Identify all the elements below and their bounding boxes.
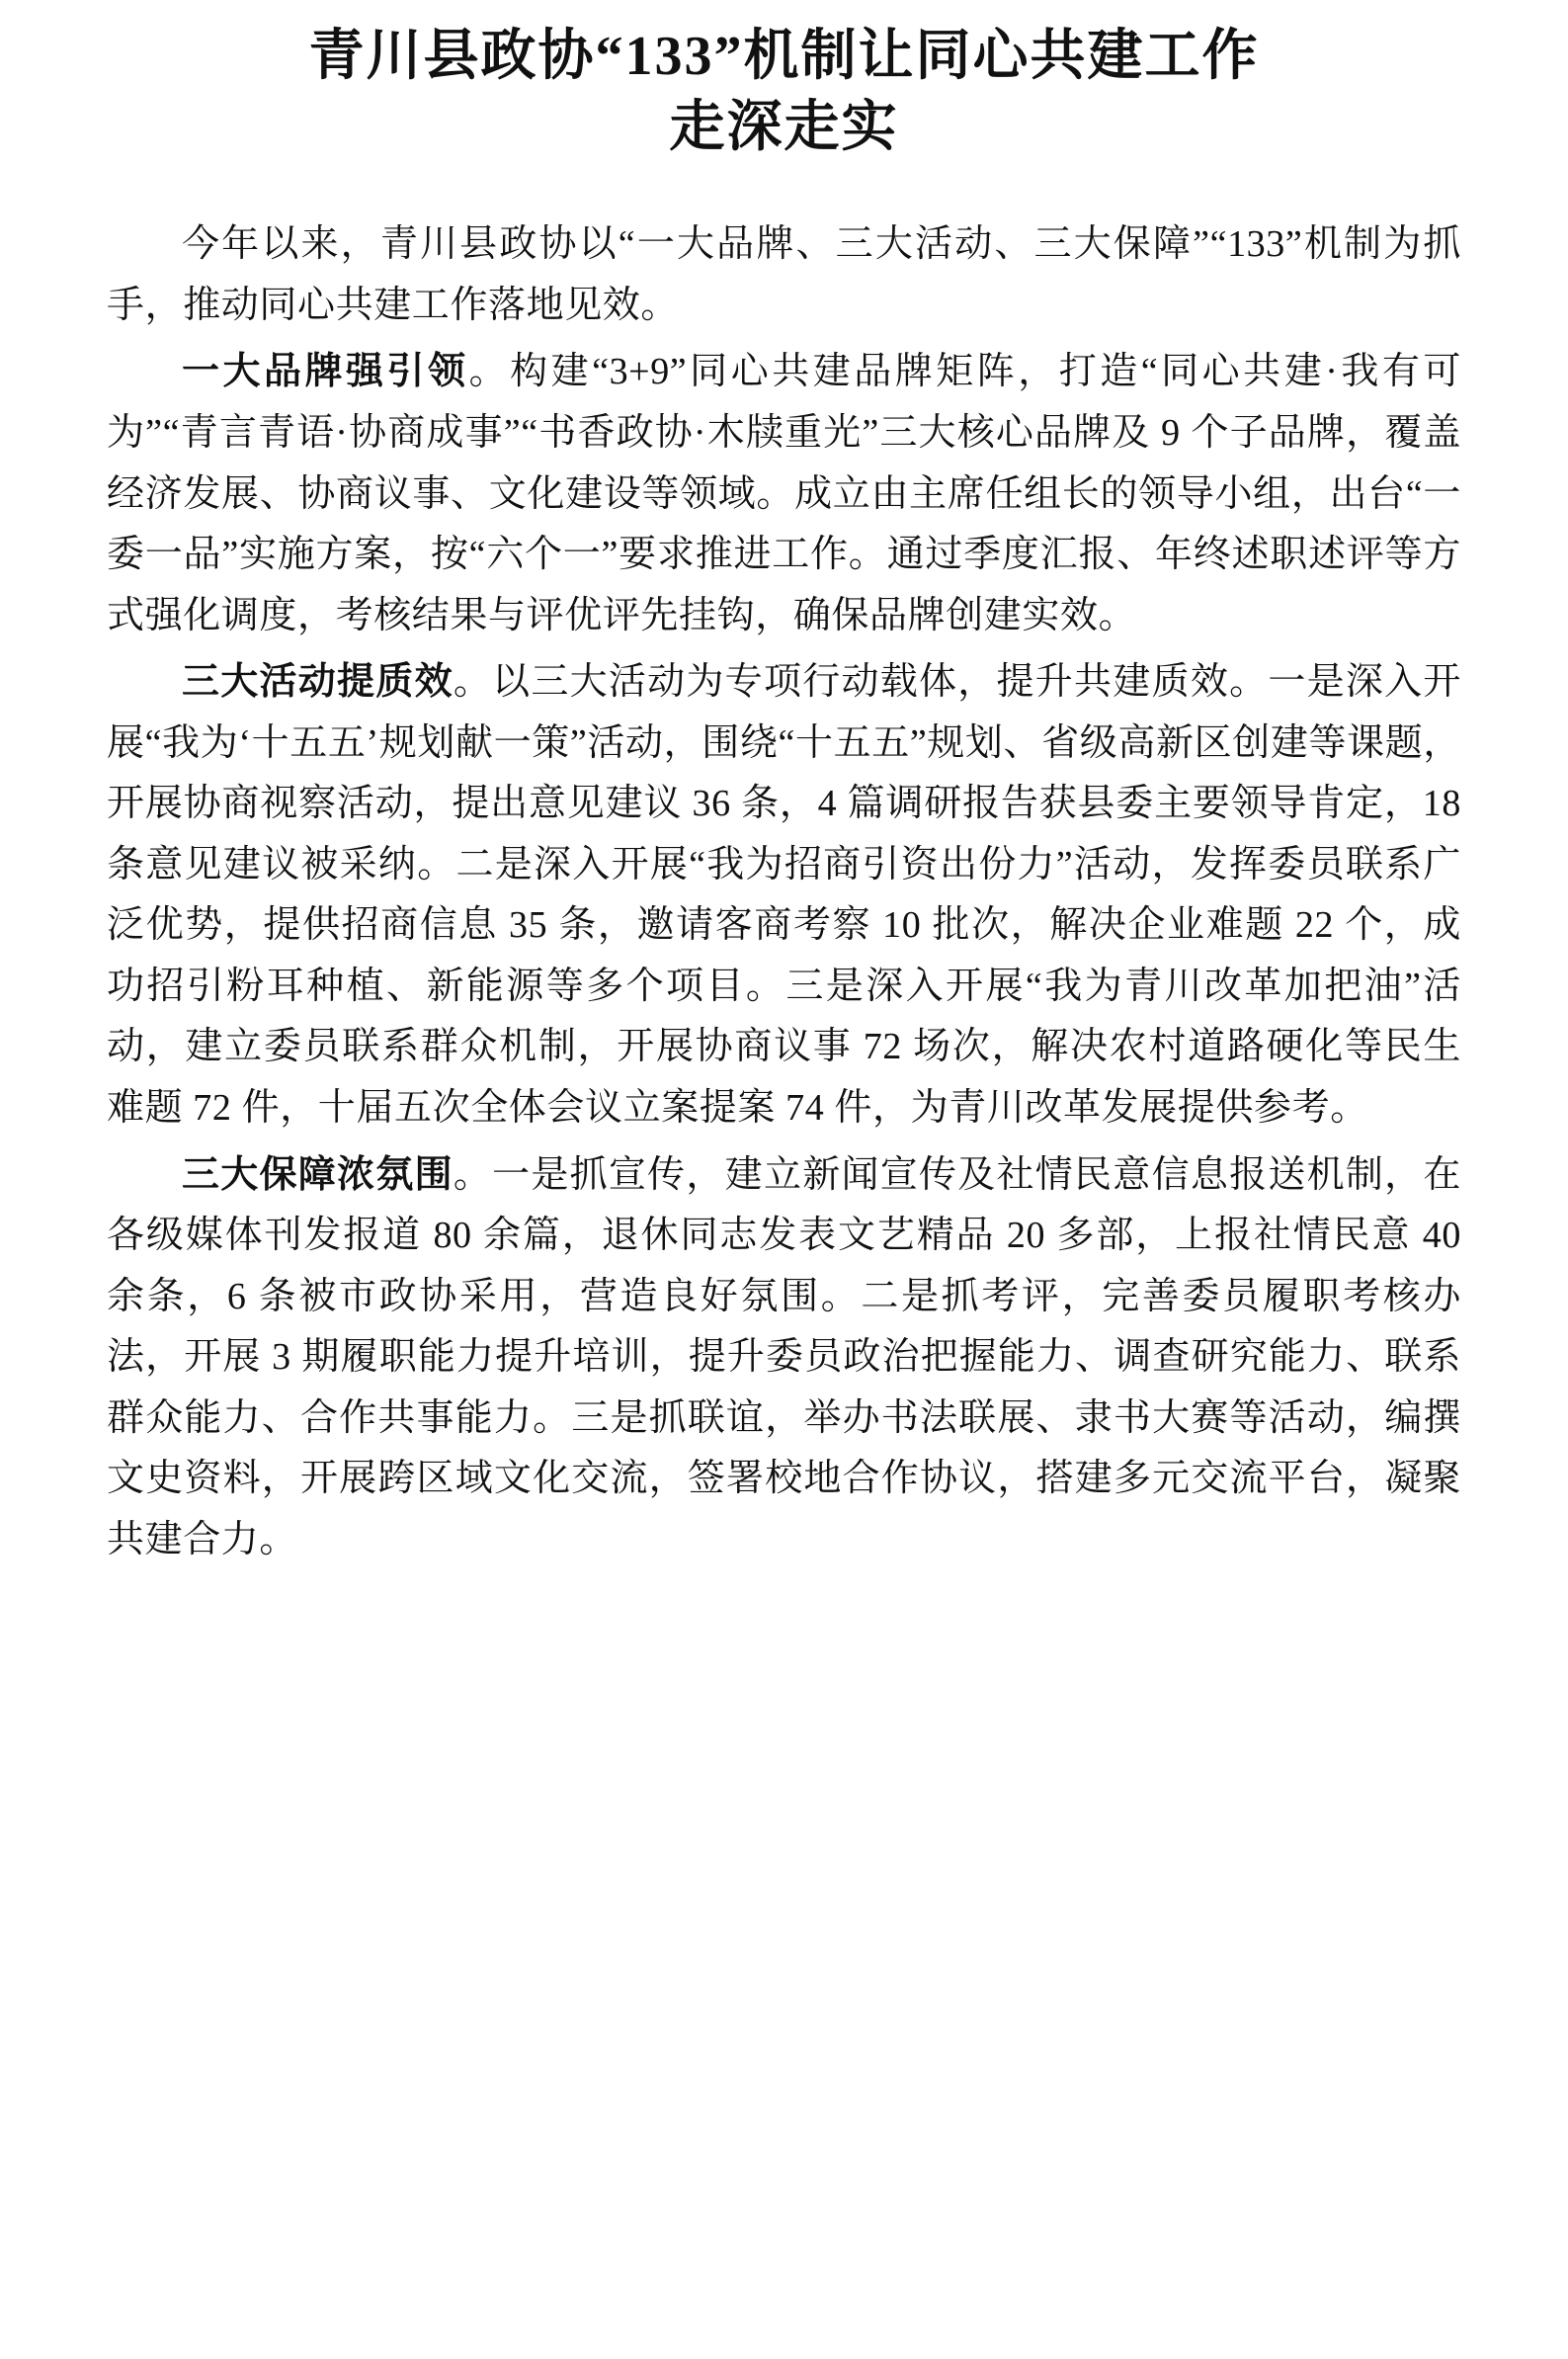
title-line-2: 走深走实 xyxy=(669,96,899,158)
paragraph-3-text: 。以三大活动为专项行动载体，提升共建质效。一是深入开展“我为‘十五五’规划献一策”活动，围绕“十五五”规划、省级高新区创建等课题，开展协商视察活动，提出意见建议 36 条，4 篇调研报告获县委主要领导肯定，18 条意见建议被采纳。二是深入开展“我为招商引资出份力”活动，发挥委员联系广泛优势，提供招商信息 35 条，邀请客商考察 10 批次，解决企业难题 22 个，成功招引粉耳种植、新能源等多个项目。三是深入开展“我为青川改革加把油”活动，建立委员联系群众机制，开展协商议事 72 场次，解决农村道路硬化等民生难题 72 件，十届五次全体会议立案提案 74 件，为青川改革发展提供参考。 xyxy=(107,661,1461,1129)
page-title xyxy=(107,22,1461,163)
paragraph-4-text: 。一是抓宣传，建立新闻宣传及社情民意信息报送机制，在各级媒体刊发报道 80 余篇，退休同志发表文艺精品 20 多部，上报社情民意 40 余条，6 条被市政协采用，营造良好氛围。二是抓考评，完善委员履职考核办法，开展 3 期履职能力提升培训，提升委员政治把握能力、调查研究能力、联系群众能力、合作共事能力。三是抓联谊，举办书法联展、隶书大赛等活动，编撰文史资料，开展跨区域文化交流，签署校地合作协议，搭建多元交流平台，凝聚共建合力。 xyxy=(107,1153,1461,1560)
title-line-1: 青川县政协“133”机制让同心共建工作 xyxy=(308,26,1260,87)
paragraph-4 xyxy=(107,1145,1461,1571)
paragraph-1 xyxy=(107,214,1461,336)
paragraph-2 xyxy=(107,342,1461,646)
paragraph-2-lead: 一大品牌强引领 xyxy=(182,351,469,393)
paragraph-4-lead: 三大保障浓氛围 xyxy=(182,1153,454,1196)
paragraph-3-lead: 三大活动提质效 xyxy=(182,661,454,704)
paragraph-1-text: 今年以来，青川县政协以“一大品牌、三大活动、三大保障”“133”机制为抓手，推动同心共建工作落地见效。 xyxy=(107,223,1461,326)
document-body xyxy=(107,214,1461,1570)
paragraph-3 xyxy=(107,652,1461,1138)
paragraph-2-text: 。构建“3+9”同心共建品牌矩阵，打造“同心共建·我有可为”“青言青语·协商成事”“书香政协·木牍重光”三大核心品牌及 9 个子品牌，覆盖经济发展、协商议事、文化建设等领域。成立由主席任组长的领导小组，出台“一委一品”实施方案，按“六个一”要求推进工作。通过季度汇报、年终述职述评等方式强化调度，考核结果与评优评先挂钩，确保品牌创建实效。 xyxy=(107,351,1461,636)
